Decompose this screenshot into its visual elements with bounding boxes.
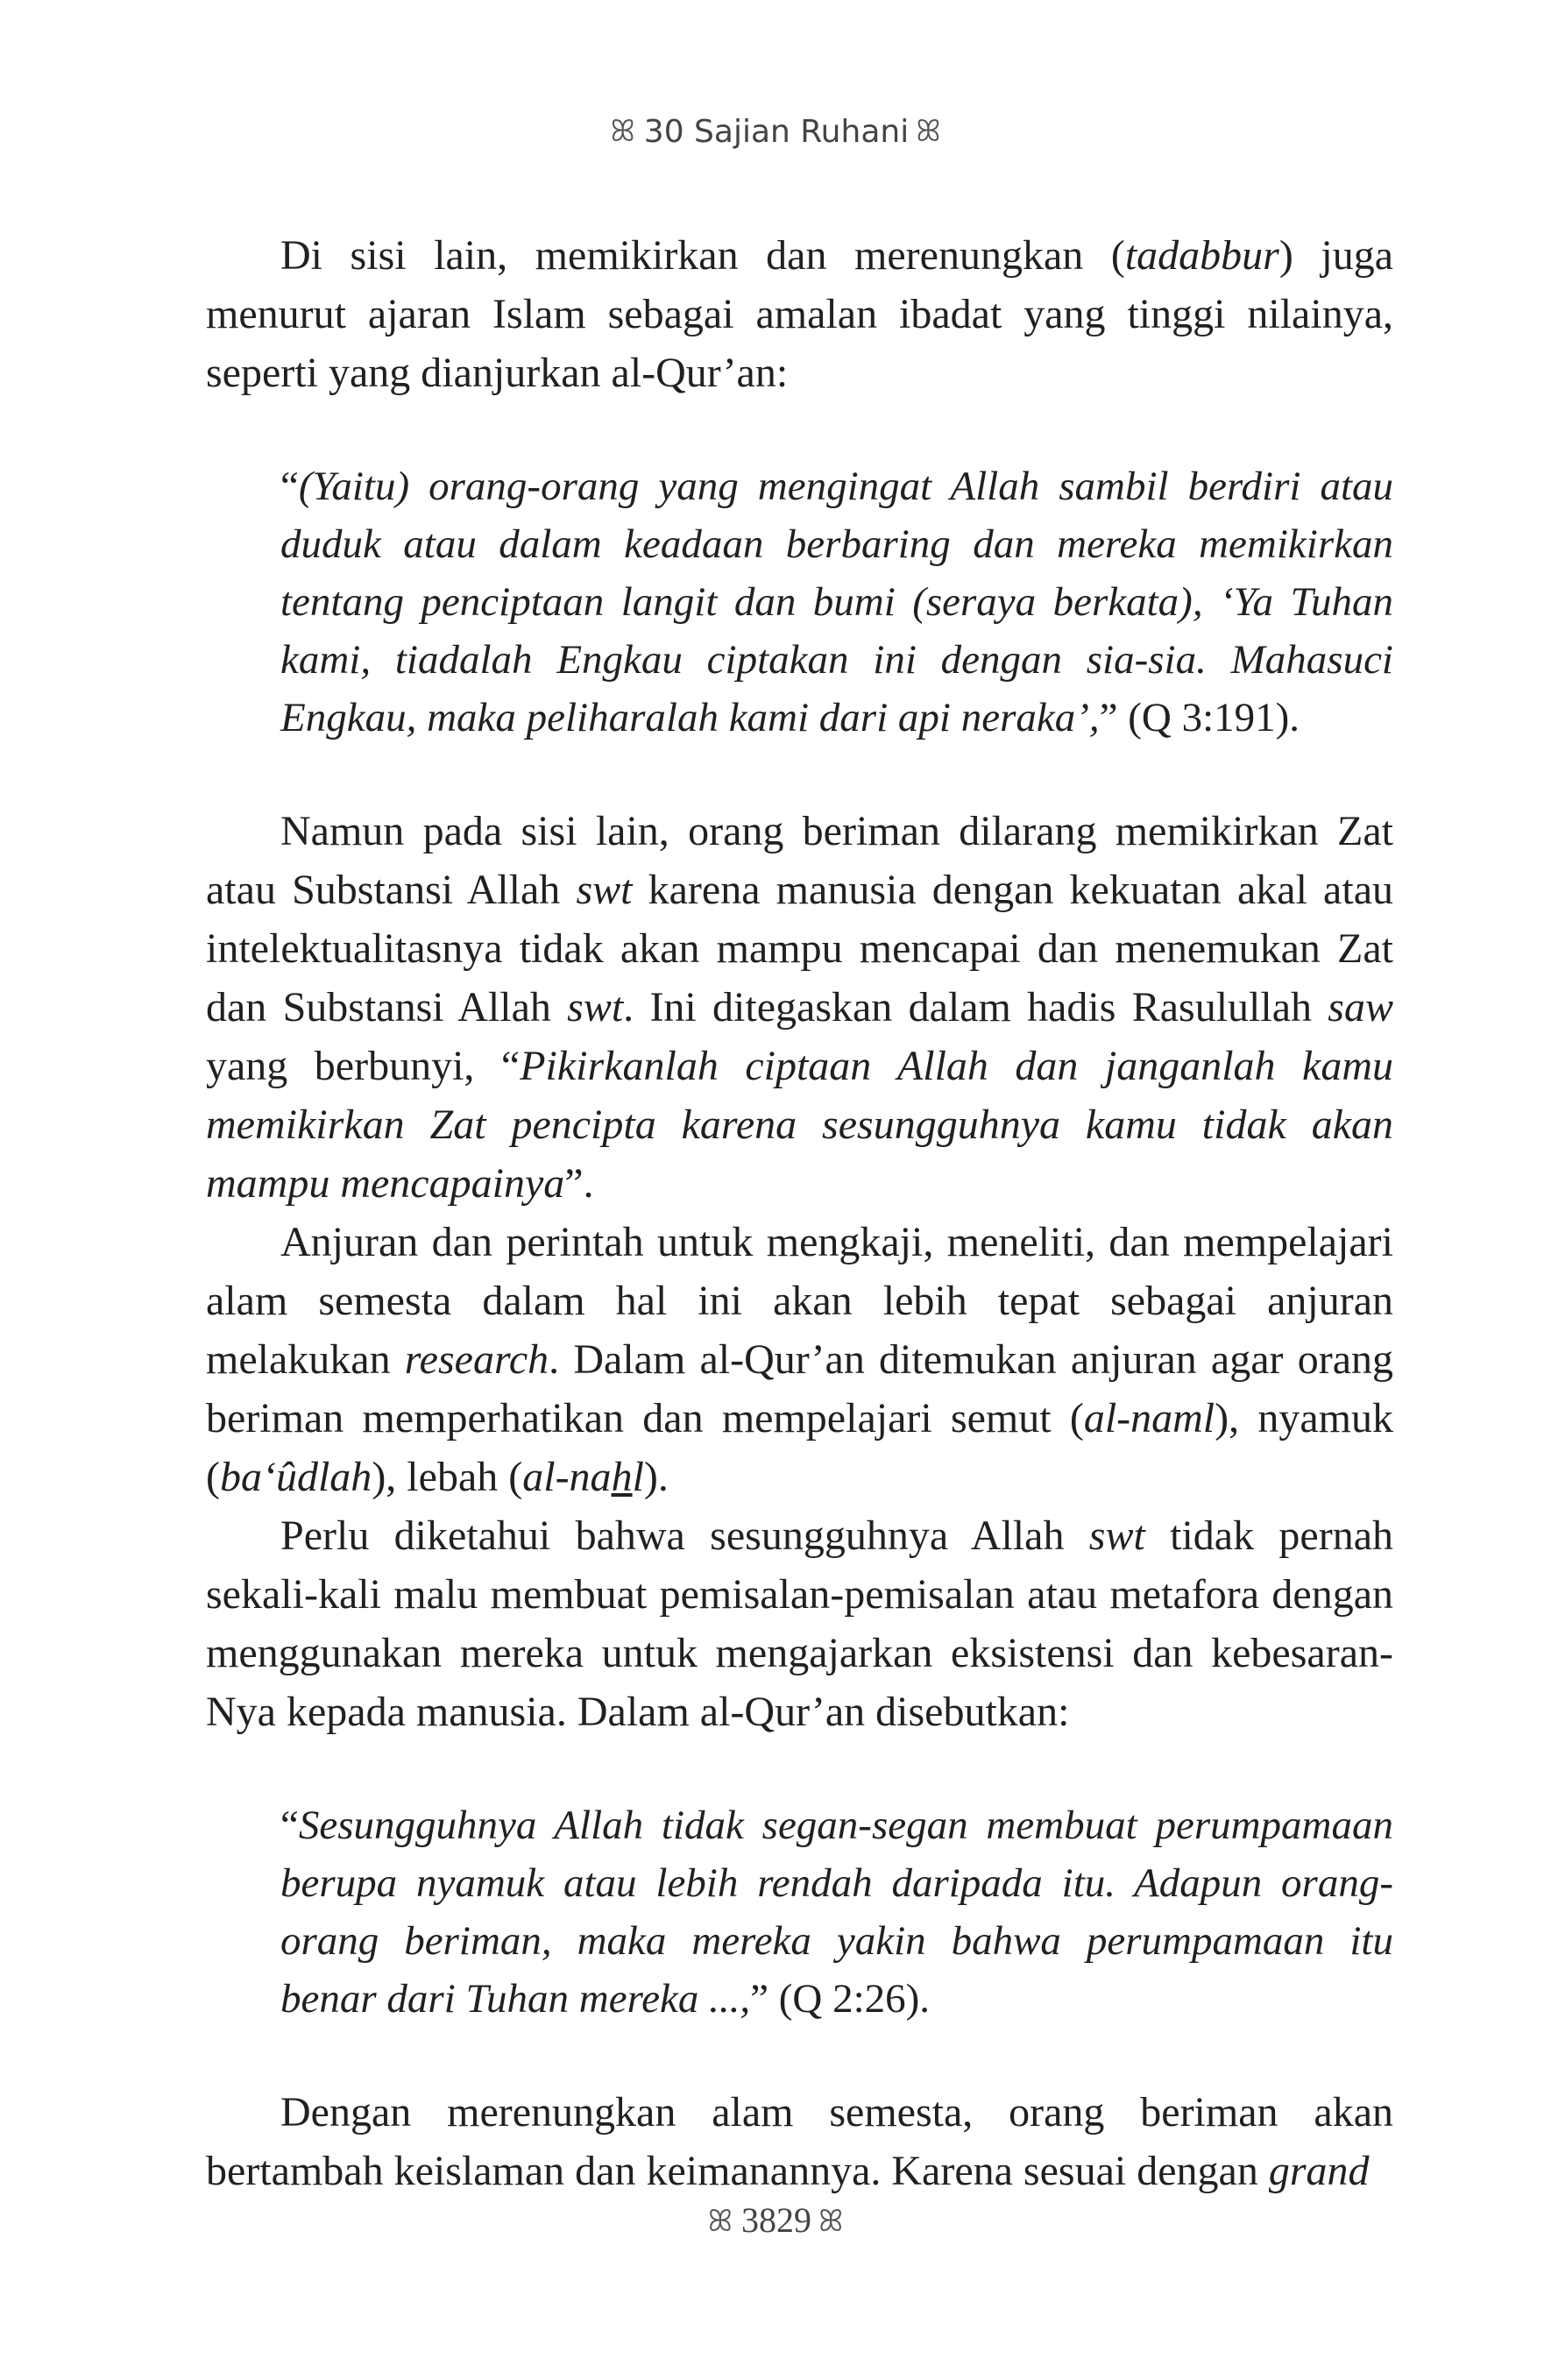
ornament-left-icon: ꕤ [707, 2206, 733, 2238]
running-header [0, 114, 1551, 150]
ornament-left-icon: ꕤ [610, 114, 635, 149]
quran-quote-1: “(Yaitu) orang-orang yang mengingat Allah sambil berdiri atau duduk atau dalam keadaan berbaring dan mereka memikirkan tentang penciptaan langit dan bumi (seraya berkata), ‘Ya Tuhan kami, tiadalah Engkau ciptakan ini dengan sia-sia. Mahasuci Engkau, maka peliharalah kami dari api neraka’,” (Q 3:191). [280, 464, 1393, 740]
running-header-title: 30 Sajian Ruhani [643, 114, 910, 150]
paragraph-2: Namun pada sisi lain, orang beriman dilarang memikirkan Zat atau Substansi Allah swt karena manusia dengan kekuatan akal atau intelektualitasnya tidak akan mampu mencapai dan menemukan Zat dan Substansi Allah swt. Ini ditegaskan dalam hadis Rasulullah saw yang berbunyi, “Pikirkanlah ciptaan Allah dan janganlah kamu memikirkan Zat pencipta karena sesungguhnya kamu tidak akan mampu mencapainya”. [206, 808, 1394, 1207]
page-footer [0, 2199, 1551, 2241]
ornament-right-icon: ꕤ [916, 114, 941, 149]
page-number: 3829 [741, 2200, 811, 2240]
paragraph-5: Dengan merenungkan alam semesta, orang beriman akan bertambah keislaman dan keimanannya. Karena sesuai dengan grand [206, 2089, 1393, 2194]
body-text [206, 226, 1393, 2200]
paragraph-3: Anjuran dan perintah untuk mengkaji, meneliti, dan mempelajari alam semesta dalam hal ini akan lebih tepat sebagai anjuran melakukan research. Dalam al-Qur’an ditemukan anjuran agar orang beriman memperhatikan dan mempelajari semut (al-naml), nyamuk (ba‘ûdlah), lebah (al-nahl). [206, 1219, 1394, 1500]
paragraph-1: Di sisi lain, memikirkan dan merenungkan (tadabbur) juga menurut ajaran Islam sebagai amalan ibadat yang tinggi nilainya, seperti yang dianjurkan al-Qur’an: [206, 232, 1394, 396]
quran-quote-2: “Sesungguhnya Allah tidak segan-segan membuat perumpamaan berupa nyamuk atau lebih rendah daripada itu. Adapun orang-orang beriman, maka mereka yakin bahwa perumpamaan itu benar dari Tuhan mereka ...,” (Q 2:26). [280, 1803, 1393, 2022]
ornament-right-icon: ꕤ [818, 2206, 844, 2238]
paragraph-4: Perlu diketahui bahwa sesungguhnya Allah swt tidak pernah sekali-kali malu membuat pemisalan-pemisalan atau metafora dengan menggunakan mereka untuk mengajarkan eksistensi dan kebesaran-Nya kepada manusia. Dalam al-Qur’an disebutkan: [206, 1512, 1394, 1735]
